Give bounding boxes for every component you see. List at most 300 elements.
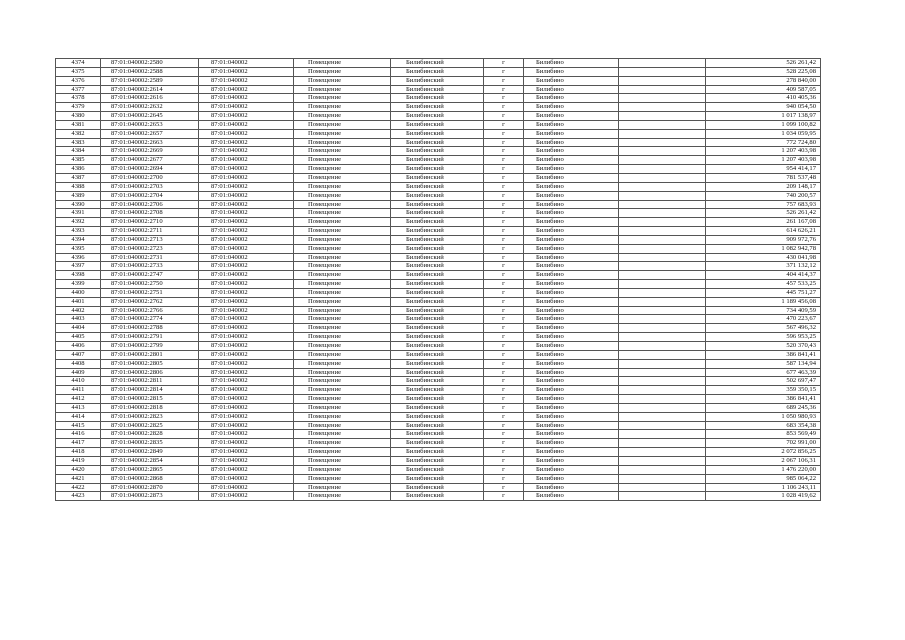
object-type-cell: Помещение bbox=[294, 147, 391, 156]
settlement-type-cell: г bbox=[484, 103, 524, 112]
cadastral-block-cell: 87:01:040002 bbox=[199, 439, 294, 448]
cadastral-value-cell: 689 245,36 bbox=[706, 403, 821, 412]
city-cell: Билибино bbox=[524, 456, 619, 465]
district-cell: Билибинский bbox=[391, 315, 484, 324]
empty-cell bbox=[619, 324, 706, 333]
cadastral-value-cell: 677 463,39 bbox=[706, 368, 821, 377]
city-cell: Билибино bbox=[524, 94, 619, 103]
row-number-cell: 4403 bbox=[56, 315, 101, 324]
settlement-type-cell: г bbox=[484, 350, 524, 359]
row-number-cell: 4394 bbox=[56, 235, 101, 244]
cadastral-block-cell: 87:01:040002 bbox=[199, 359, 294, 368]
object-type-cell: Помещение bbox=[294, 403, 391, 412]
empty-cell bbox=[619, 465, 706, 474]
district-cell: Билибинский bbox=[391, 85, 484, 94]
object-type-cell: Помещение bbox=[294, 59, 391, 68]
cadastral-value-sheet bbox=[55, 58, 816, 501]
cadastral-value-cell: 430 041,98 bbox=[706, 253, 821, 262]
district-cell: Билибинский bbox=[391, 421, 484, 430]
cadastral-number-cell: 87:01:040002:2588 bbox=[101, 67, 199, 76]
object-type-cell: Помещение bbox=[294, 421, 391, 430]
cadastral-block-cell: 87:01:040002 bbox=[199, 67, 294, 76]
empty-cell bbox=[619, 359, 706, 368]
cadastral-value-cell: 1 189 456,08 bbox=[706, 297, 821, 306]
object-type-cell: Помещение bbox=[294, 280, 391, 289]
city-cell: Билибино bbox=[524, 297, 619, 306]
cadastral-value-cell: 734 409,59 bbox=[706, 306, 821, 315]
table-row bbox=[56, 76, 821, 85]
district-cell: Билибинский bbox=[391, 138, 484, 147]
object-type-cell: Помещение bbox=[294, 474, 391, 483]
district-cell: Билибинский bbox=[391, 156, 484, 165]
cadastral-value-cell: 940 054,50 bbox=[706, 103, 821, 112]
city-cell: Билибино bbox=[524, 67, 619, 76]
object-type-cell: Помещение bbox=[294, 76, 391, 85]
object-type-cell: Помещение bbox=[294, 67, 391, 76]
cadastral-number-cell: 87:01:040002:2632 bbox=[101, 103, 199, 112]
cadastral-value-cell: 702 991,00 bbox=[706, 439, 821, 448]
row-number-cell: 4402 bbox=[56, 306, 101, 315]
cadastral-number-cell: 87:01:040002:2806 bbox=[101, 368, 199, 377]
settlement-type-cell: г bbox=[484, 280, 524, 289]
table-row bbox=[56, 297, 821, 306]
table-row bbox=[56, 67, 821, 76]
empty-cell bbox=[619, 209, 706, 218]
empty-cell bbox=[619, 235, 706, 244]
cadastral-number-cell: 87:01:040002:2835 bbox=[101, 439, 199, 448]
settlement-type-cell: г bbox=[484, 456, 524, 465]
row-number-cell: 4383 bbox=[56, 138, 101, 147]
cadastral-number-cell: 87:01:040002:2750 bbox=[101, 280, 199, 289]
cadastral-block-cell: 87:01:040002 bbox=[199, 412, 294, 421]
settlement-type-cell: г bbox=[484, 359, 524, 368]
empty-cell bbox=[619, 253, 706, 262]
cadastral-number-cell: 87:01:040002:2849 bbox=[101, 448, 199, 457]
object-type-cell: Помещение bbox=[294, 191, 391, 200]
object-type-cell: Помещение bbox=[294, 395, 391, 404]
object-type-cell: Помещение bbox=[294, 465, 391, 474]
cadastral-block-cell: 87:01:040002 bbox=[199, 280, 294, 289]
table-row bbox=[56, 262, 821, 271]
cadastral-block-cell: 87:01:040002 bbox=[199, 377, 294, 386]
row-number-cell: 4405 bbox=[56, 333, 101, 342]
empty-cell bbox=[619, 430, 706, 439]
cadastral-value-cell: 1 034 059,95 bbox=[706, 129, 821, 138]
table-row bbox=[56, 182, 821, 191]
object-type-cell: Помещение bbox=[294, 350, 391, 359]
empty-cell bbox=[619, 456, 706, 465]
table-row bbox=[56, 474, 821, 483]
cadastral-value-cell: 1 476 220,00 bbox=[706, 465, 821, 474]
cadastral-block-cell: 87:01:040002 bbox=[199, 85, 294, 94]
city-cell: Билибино bbox=[524, 448, 619, 457]
cadastral-number-cell: 87:01:040002:2766 bbox=[101, 306, 199, 315]
table-row bbox=[56, 138, 821, 147]
cadastral-block-cell: 87:01:040002 bbox=[199, 395, 294, 404]
empty-cell bbox=[619, 244, 706, 253]
cadastral-value-cell: 683 354,38 bbox=[706, 421, 821, 430]
object-type-cell: Помещение bbox=[294, 492, 391, 501]
cadastral-number-cell: 87:01:040002:2788 bbox=[101, 324, 199, 333]
cadastral-number-cell: 87:01:040002:2723 bbox=[101, 244, 199, 253]
object-type-cell: Помещение bbox=[294, 288, 391, 297]
cadastral-block-cell: 87:01:040002 bbox=[199, 182, 294, 191]
cadastral-value-cell: 757 683,93 bbox=[706, 200, 821, 209]
table-row bbox=[56, 315, 821, 324]
cadastral-number-cell: 87:01:040002:2733 bbox=[101, 262, 199, 271]
cadastral-value-cell: 1 099 100,82 bbox=[706, 120, 821, 129]
district-cell: Билибинский bbox=[391, 147, 484, 156]
city-cell: Билибино bbox=[524, 350, 619, 359]
settlement-type-cell: г bbox=[484, 465, 524, 474]
city-cell: Билибино bbox=[524, 439, 619, 448]
object-type-cell: Помещение bbox=[294, 262, 391, 271]
settlement-type-cell: г bbox=[484, 191, 524, 200]
cadastral-block-cell: 87:01:040002 bbox=[199, 465, 294, 474]
district-cell: Билибинский bbox=[391, 430, 484, 439]
cadastral-value-cell: 567 496,32 bbox=[706, 324, 821, 333]
table-row bbox=[56, 227, 821, 236]
empty-cell bbox=[619, 350, 706, 359]
empty-cell bbox=[619, 297, 706, 306]
empty-cell bbox=[619, 59, 706, 68]
row-number-cell: 4375 bbox=[56, 67, 101, 76]
cadastral-block-cell: 87:01:040002 bbox=[199, 315, 294, 324]
cadastral-block-cell: 87:01:040002 bbox=[199, 324, 294, 333]
empty-cell bbox=[619, 156, 706, 165]
empty-cell bbox=[619, 271, 706, 280]
cadastral-block-cell: 87:01:040002 bbox=[199, 244, 294, 253]
object-type-cell: Помещение bbox=[294, 333, 391, 342]
settlement-type-cell: г bbox=[484, 430, 524, 439]
row-number-cell: 4409 bbox=[56, 368, 101, 377]
cadastral-block-cell: 87:01:040002 bbox=[199, 448, 294, 457]
city-cell: Билибино bbox=[524, 253, 619, 262]
object-type-cell: Помещение bbox=[294, 94, 391, 103]
cadastral-number-cell: 87:01:040002:2747 bbox=[101, 271, 199, 280]
row-number-cell: 4404 bbox=[56, 324, 101, 333]
settlement-type-cell: г bbox=[484, 67, 524, 76]
row-number-cell: 4377 bbox=[56, 85, 101, 94]
empty-cell bbox=[619, 395, 706, 404]
district-cell: Билибинский bbox=[391, 67, 484, 76]
settlement-type-cell: г bbox=[484, 129, 524, 138]
cadastral-block-cell: 87:01:040002 bbox=[199, 209, 294, 218]
object-type-cell: Помещение bbox=[294, 483, 391, 492]
row-number-cell: 4384 bbox=[56, 147, 101, 156]
cadastral-block-cell: 87:01:040002 bbox=[199, 59, 294, 68]
cadastral-number-cell: 87:01:040002:2762 bbox=[101, 297, 199, 306]
cadastral-value-cell: 528 225,08 bbox=[706, 67, 821, 76]
cadastral-number-cell: 87:01:040002:2704 bbox=[101, 191, 199, 200]
table-row bbox=[56, 483, 821, 492]
settlement-type-cell: г bbox=[484, 165, 524, 174]
cadastral-block-cell: 87:01:040002 bbox=[199, 94, 294, 103]
settlement-type-cell: г bbox=[484, 271, 524, 280]
cadastral-number-cell: 87:01:040002:2708 bbox=[101, 209, 199, 218]
cadastral-block-cell: 87:01:040002 bbox=[199, 120, 294, 129]
cadastral-block-cell: 87:01:040002 bbox=[199, 262, 294, 271]
settlement-type-cell: г bbox=[484, 288, 524, 297]
row-number-cell: 4420 bbox=[56, 465, 101, 474]
district-cell: Билибинский bbox=[391, 271, 484, 280]
cadastral-number-cell: 87:01:040002:2669 bbox=[101, 147, 199, 156]
row-number-cell: 4397 bbox=[56, 262, 101, 271]
settlement-type-cell: г bbox=[484, 59, 524, 68]
settlement-type-cell: г bbox=[484, 76, 524, 85]
cadastral-value-cell: 596 953,25 bbox=[706, 333, 821, 342]
table-row bbox=[56, 465, 821, 474]
cadastral-block-cell: 87:01:040002 bbox=[199, 76, 294, 85]
city-cell: Билибино bbox=[524, 271, 619, 280]
settlement-type-cell: г bbox=[484, 386, 524, 395]
cadastral-block-cell: 87:01:040002 bbox=[199, 306, 294, 315]
city-cell: Билибино bbox=[524, 465, 619, 474]
cadastral-number-cell: 87:01:040002:2589 bbox=[101, 76, 199, 85]
settlement-type-cell: г bbox=[484, 368, 524, 377]
city-cell: Билибино bbox=[524, 430, 619, 439]
object-type-cell: Помещение bbox=[294, 430, 391, 439]
table-row bbox=[56, 359, 821, 368]
city-cell: Билибино bbox=[524, 227, 619, 236]
cadastral-block-cell: 87:01:040002 bbox=[199, 421, 294, 430]
row-number-cell: 4387 bbox=[56, 173, 101, 182]
cadastral-value-cell: 1 050 980,93 bbox=[706, 412, 821, 421]
settlement-type-cell: г bbox=[484, 403, 524, 412]
city-cell: Билибино bbox=[524, 129, 619, 138]
table-row bbox=[56, 191, 821, 200]
district-cell: Билибинский bbox=[391, 342, 484, 351]
object-type-cell: Помещение bbox=[294, 386, 391, 395]
cadastral-value-cell: 520 370,43 bbox=[706, 342, 821, 351]
district-cell: Билибинский bbox=[391, 359, 484, 368]
district-cell: Билибинский bbox=[391, 59, 484, 68]
cadastral-block-cell: 87:01:040002 bbox=[199, 103, 294, 112]
cadastral-block-cell: 87:01:040002 bbox=[199, 271, 294, 280]
object-type-cell: Помещение bbox=[294, 439, 391, 448]
object-type-cell: Помещение bbox=[294, 315, 391, 324]
district-cell: Билибинский bbox=[391, 439, 484, 448]
table-row bbox=[56, 156, 821, 165]
district-cell: Билибинский bbox=[391, 386, 484, 395]
cadastral-value-cell: 1 106 243,11 bbox=[706, 483, 821, 492]
city-cell: Билибино bbox=[524, 85, 619, 94]
cadastral-number-cell: 87:01:040002:2805 bbox=[101, 359, 199, 368]
district-cell: Билибинский bbox=[391, 165, 484, 174]
cadastral-number-cell: 87:01:040002:2823 bbox=[101, 412, 199, 421]
settlement-type-cell: г bbox=[484, 147, 524, 156]
cadastral-number-cell: 87:01:040002:2774 bbox=[101, 315, 199, 324]
city-cell: Билибино bbox=[524, 333, 619, 342]
city-cell: Билибино bbox=[524, 147, 619, 156]
settlement-type-cell: г bbox=[484, 200, 524, 209]
table-row bbox=[56, 395, 821, 404]
cadastral-number-cell: 87:01:040002:2614 bbox=[101, 85, 199, 94]
cadastral-value-cell: 502 697,47 bbox=[706, 377, 821, 386]
cadastral-table bbox=[55, 58, 821, 501]
cadastral-number-cell: 87:01:040002:2711 bbox=[101, 227, 199, 236]
table-row bbox=[56, 368, 821, 377]
district-cell: Билибинский bbox=[391, 200, 484, 209]
cadastral-value-cell: 386 841,41 bbox=[706, 350, 821, 359]
empty-cell bbox=[619, 262, 706, 271]
table-row bbox=[56, 129, 821, 138]
settlement-type-cell: г bbox=[484, 227, 524, 236]
table-row bbox=[56, 439, 821, 448]
cadastral-number-cell: 87:01:040002:2791 bbox=[101, 333, 199, 342]
row-number-cell: 4386 bbox=[56, 165, 101, 174]
cadastral-number-cell: 87:01:040002:2873 bbox=[101, 492, 199, 501]
district-cell: Билибинский bbox=[391, 120, 484, 129]
table-row bbox=[56, 412, 821, 421]
cadastral-value-cell: 526 261,42 bbox=[706, 59, 821, 68]
cadastral-number-cell: 87:01:040002:2865 bbox=[101, 465, 199, 474]
cadastral-value-cell: 1 017 138,97 bbox=[706, 112, 821, 121]
district-cell: Билибинский bbox=[391, 350, 484, 359]
cadastral-block-cell: 87:01:040002 bbox=[199, 218, 294, 227]
table-row bbox=[56, 288, 821, 297]
object-type-cell: Помещение bbox=[294, 297, 391, 306]
district-cell: Билибинский bbox=[391, 492, 484, 501]
settlement-type-cell: г bbox=[484, 395, 524, 404]
table-row bbox=[56, 421, 821, 430]
empty-cell bbox=[619, 483, 706, 492]
table-row bbox=[56, 103, 821, 112]
district-cell: Билибинский bbox=[391, 474, 484, 483]
table-row bbox=[56, 94, 821, 103]
cadastral-value-cell: 278 840,00 bbox=[706, 76, 821, 85]
table-row bbox=[56, 253, 821, 262]
object-type-cell: Помещение bbox=[294, 218, 391, 227]
district-cell: Билибинский bbox=[391, 94, 484, 103]
cadastral-value-cell: 2 067 106,31 bbox=[706, 456, 821, 465]
city-cell: Билибино bbox=[524, 244, 619, 253]
object-type-cell: Помещение bbox=[294, 112, 391, 121]
settlement-type-cell: г bbox=[484, 253, 524, 262]
table-body bbox=[56, 59, 821, 501]
cadastral-block-cell: 87:01:040002 bbox=[199, 492, 294, 501]
settlement-type-cell: г bbox=[484, 209, 524, 218]
object-type-cell: Помещение bbox=[294, 448, 391, 457]
row-number-cell: 4418 bbox=[56, 448, 101, 457]
empty-cell bbox=[619, 218, 706, 227]
cadastral-number-cell: 87:01:040002:2703 bbox=[101, 182, 199, 191]
city-cell: Билибино bbox=[524, 218, 619, 227]
table-row bbox=[56, 492, 821, 501]
table-row bbox=[56, 280, 821, 289]
object-type-cell: Помещение bbox=[294, 85, 391, 94]
object-type-cell: Помещение bbox=[294, 138, 391, 147]
district-cell: Билибинский bbox=[391, 465, 484, 474]
empty-cell bbox=[619, 280, 706, 289]
cadastral-number-cell: 87:01:040002:2815 bbox=[101, 395, 199, 404]
city-cell: Билибино bbox=[524, 483, 619, 492]
empty-cell bbox=[619, 342, 706, 351]
empty-cell bbox=[619, 448, 706, 457]
row-number-cell: 4391 bbox=[56, 209, 101, 218]
cadastral-block-cell: 87:01:040002 bbox=[199, 386, 294, 395]
row-number-cell: 4421 bbox=[56, 474, 101, 483]
district-cell: Билибинский bbox=[391, 253, 484, 262]
empty-cell bbox=[619, 412, 706, 421]
row-number-cell: 4380 bbox=[56, 112, 101, 121]
cadastral-value-cell: 909 972,76 bbox=[706, 235, 821, 244]
cadastral-block-cell: 87:01:040002 bbox=[199, 165, 294, 174]
settlement-type-cell: г bbox=[484, 138, 524, 147]
row-number-cell: 4400 bbox=[56, 288, 101, 297]
object-type-cell: Помещение bbox=[294, 200, 391, 209]
object-type-cell: Помещение bbox=[294, 173, 391, 182]
cadastral-value-cell: 853 569,49 bbox=[706, 430, 821, 439]
cadastral-number-cell: 87:01:040002:2811 bbox=[101, 377, 199, 386]
empty-cell bbox=[619, 377, 706, 386]
empty-cell bbox=[619, 315, 706, 324]
district-cell: Билибинский bbox=[391, 182, 484, 191]
cadastral-block-cell: 87:01:040002 bbox=[199, 483, 294, 492]
cadastral-block-cell: 87:01:040002 bbox=[199, 297, 294, 306]
empty-cell bbox=[619, 474, 706, 483]
row-number-cell: 4376 bbox=[56, 76, 101, 85]
empty-cell bbox=[619, 165, 706, 174]
table-row bbox=[56, 456, 821, 465]
object-type-cell: Помещение bbox=[294, 368, 391, 377]
cadastral-block-cell: 87:01:040002 bbox=[199, 403, 294, 412]
cadastral-block-cell: 87:01:040002 bbox=[199, 200, 294, 209]
table-row bbox=[56, 306, 821, 315]
city-cell: Билибино bbox=[524, 200, 619, 209]
object-type-cell: Помещение bbox=[294, 156, 391, 165]
cadastral-value-cell: 410 405,36 bbox=[706, 94, 821, 103]
cadastral-number-cell: 87:01:040002:2818 bbox=[101, 403, 199, 412]
cadastral-value-cell: 1 082 942,78 bbox=[706, 244, 821, 253]
row-number-cell: 4415 bbox=[56, 421, 101, 430]
cadastral-value-cell: 772 724,80 bbox=[706, 138, 821, 147]
empty-cell bbox=[619, 439, 706, 448]
district-cell: Билибинский bbox=[391, 333, 484, 342]
row-number-cell: 4417 bbox=[56, 439, 101, 448]
table-row bbox=[56, 200, 821, 209]
row-number-cell: 4395 bbox=[56, 244, 101, 253]
cadastral-number-cell: 87:01:040002:2870 bbox=[101, 483, 199, 492]
row-number-cell: 4378 bbox=[56, 94, 101, 103]
cadastral-value-cell: 209 148,17 bbox=[706, 182, 821, 191]
settlement-type-cell: г bbox=[484, 94, 524, 103]
cadastral-value-cell: 1 028 419,62 bbox=[706, 492, 821, 501]
city-cell: Билибино bbox=[524, 138, 619, 147]
city-cell: Билибино bbox=[524, 165, 619, 174]
empty-cell bbox=[619, 67, 706, 76]
settlement-type-cell: г bbox=[484, 342, 524, 351]
table-row bbox=[56, 209, 821, 218]
cadastral-number-cell: 87:01:040002:2751 bbox=[101, 288, 199, 297]
row-number-cell: 4413 bbox=[56, 403, 101, 412]
cadastral-block-cell: 87:01:040002 bbox=[199, 147, 294, 156]
table-row bbox=[56, 112, 821, 121]
table-row bbox=[56, 165, 821, 174]
cadastral-number-cell: 87:01:040002:2713 bbox=[101, 235, 199, 244]
district-cell: Билибинский bbox=[391, 227, 484, 236]
city-cell: Билибино bbox=[524, 209, 619, 218]
object-type-cell: Помещение bbox=[294, 120, 391, 129]
district-cell: Билибинский bbox=[391, 103, 484, 112]
row-number-cell: 4385 bbox=[56, 156, 101, 165]
empty-cell bbox=[619, 182, 706, 191]
table-row bbox=[56, 448, 821, 457]
cadastral-number-cell: 87:01:040002:2828 bbox=[101, 430, 199, 439]
cadastral-number-cell: 87:01:040002:2657 bbox=[101, 129, 199, 138]
city-cell: Билибино bbox=[524, 306, 619, 315]
settlement-type-cell: г bbox=[484, 156, 524, 165]
